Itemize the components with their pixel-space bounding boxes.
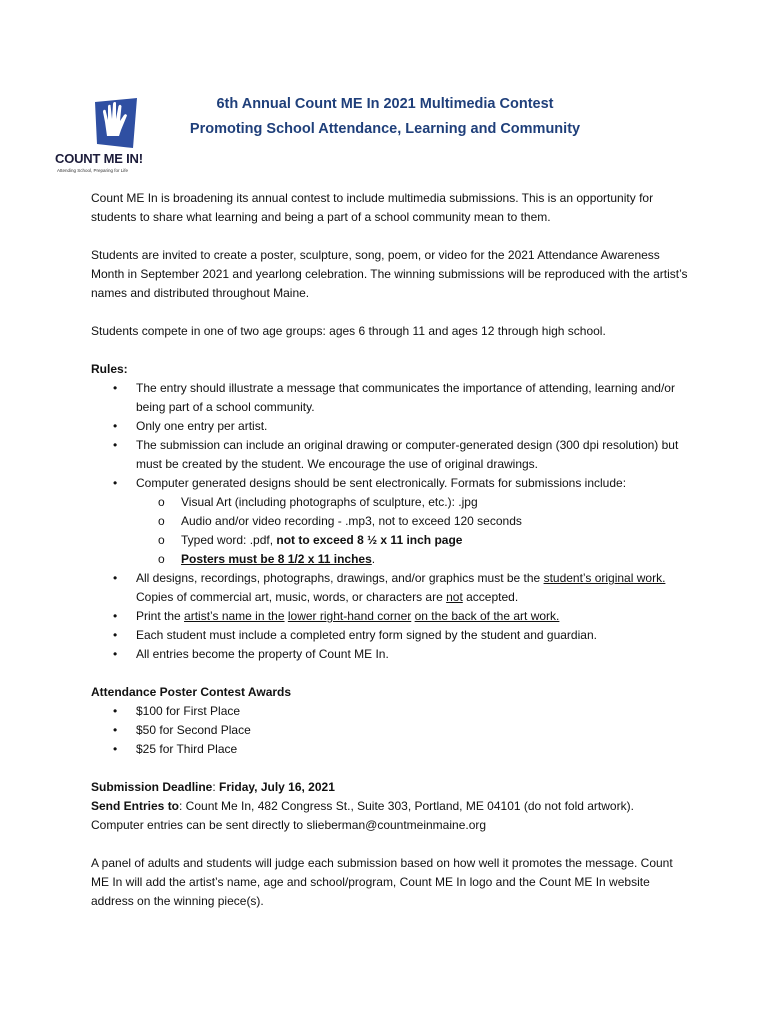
rule-item: [91, 569, 691, 607]
logo-wordmark: COUNT ME IN!: [55, 151, 143, 166]
send-entries-line: [91, 797, 691, 816]
deadline-separator: :: [212, 780, 220, 794]
rule-emphasis: student’s original work.: [543, 571, 666, 585]
computer-entries-line: Computer entries can be sent directly to slieberman@countmeinmaine.org: [91, 818, 487, 832]
invite-paragraph: Students are invited to create a poster, sculpture, song, poem, or video for the 2021 Attendance Awareness Month in September 2021 and yearlong celebration. The winning submissions will be reproduced with the artist’s names and distributed throughout Maine.: [91, 248, 688, 300]
rule-item: • The submission can include an original drawing or computer-generated design (300 dpi resolution) but must be created by the student. We encourage the use of original drawings.: [91, 436, 691, 474]
awards-heading: Attendance Poster Contest Awards: [91, 685, 292, 699]
rule-item: • All entries become the property of Count ME In.: [91, 645, 691, 664]
rule-item: • Each student must include a completed entry form signed by the student and guardian.: [91, 626, 691, 645]
award-item: • $50 for Second Place: [91, 721, 691, 740]
format-emphasis: not to exceed 8 ½ x 11 inch page: [276, 533, 463, 547]
rules-heading: Rules:: [91, 362, 128, 376]
rule-emphasis: lower right-hand corner: [287, 609, 412, 623]
deadline-value: Friday, July 16, 2021: [219, 780, 335, 794]
deadline-label: Submission Deadline: [91, 780, 213, 794]
rules-list: [91, 379, 691, 664]
formats-list: [136, 493, 691, 569]
format-emphasis: Posters must be 8 1/2 x 11 inches: [181, 552, 372, 566]
format-item: [136, 531, 691, 550]
document-body: [91, 189, 691, 911]
deadline-line: [91, 778, 691, 797]
age-groups-paragraph: Students compete in one of two age groups: ages 6 through 11 and ages 12 through high school.: [91, 324, 606, 338]
format-text: Typed word: .pdf,: [181, 533, 277, 547]
rule-item: • The entry should illustrate a message that communicates the importance of attending, learning and/or being part of a school community.: [91, 379, 691, 417]
closing-paragraph: A panel of adults and students will judge each submission based on how well it promotes the message. Count ME In will add the artist’s name, age and school/program, Count ME In logo and the Count ME In website address on the winning piece(s).: [91, 856, 673, 908]
rule-item: [91, 607, 691, 626]
format-item: o Visual Art (including photographs of sculpture, etc.): .jpg: [136, 493, 691, 512]
rule-text: All designs, recordings, photographs, drawings, and/or graphics must be the: [136, 571, 544, 585]
rule-text: accepted.: [462, 590, 519, 604]
send-entries-address: : Count Me In, 482 Congress St., Suite 303, Portland, ME 04101 (do not fold artwork).: [179, 799, 634, 813]
logo-tagline: Attending School, Preparing for Life: [57, 168, 129, 173]
rule-item: [91, 474, 691, 569]
awards-list: [91, 702, 691, 759]
rule-item: • Only one entry per artist.: [91, 417, 691, 436]
format-item: [136, 550, 691, 569]
page-title: 6th Annual Count ME In 2021 Multimedia Contest: [216, 96, 554, 112]
rule-emphasis: not: [446, 590, 463, 604]
rule-emphasis: on the back of the art work.: [414, 609, 560, 623]
send-entries-label: Send Entries to: [91, 799, 180, 813]
format-item: o Audio and/or video recording - .mp3, not to exceed 120 seconds: [136, 512, 691, 531]
award-item: • $25 for Third Place: [91, 740, 691, 759]
rule-text: Print the: [136, 609, 185, 623]
rule-text: Copies of commercial art, music, words, or characters are: [136, 590, 447, 604]
rule-text: Computer generated designs should be sent electronically. Formats for submissions include:: [136, 476, 627, 490]
page-subtitle: Promoting School Attendance, Learning and Community: [189, 121, 581, 137]
format-text: .: [371, 552, 376, 566]
rule-emphasis: artist’s name in the: [184, 609, 285, 623]
intro-paragraph: Count ME In is broadening its annual contest to include multimedia submissions. This is an opportunity for students to share what learning and being a part of a school community mean to them.: [91, 191, 654, 224]
award-item: • $100 for First Place: [91, 702, 691, 721]
